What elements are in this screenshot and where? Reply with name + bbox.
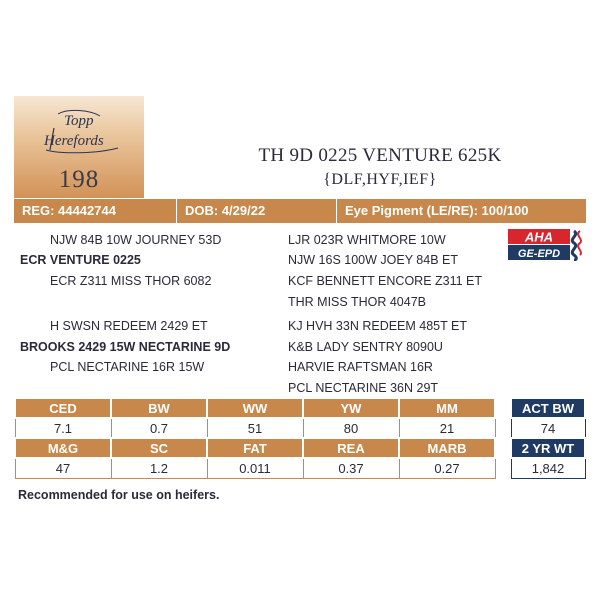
epd-header-fat: FAT (207, 438, 303, 458)
date-of-birth: DOB: 4/29/22 (176, 199, 336, 223)
dam-dam: PCL NECTARINE 16R 15W (50, 360, 205, 374)
yr2-wt-value: 1,842 (511, 458, 585, 478)
lot-number: 198 (58, 166, 100, 193)
epd-header-sc: SC (111, 438, 207, 458)
dam-dam-dam: PCL NECTARINE 36N 29T (288, 381, 439, 395)
epd-header-ced: CED (15, 398, 111, 418)
registration-number: REG: 44442744 (22, 203, 116, 218)
eye-pigment: Eye Pigment (LE/RE): 100/100 (336, 199, 586, 223)
svg-text:GE-EPD: GE-EPD (517, 248, 561, 260)
sire-sire-sire: LJR 023R WHITMORE 10W (288, 233, 446, 247)
epd-value-ced: 7.1 (15, 418, 111, 438)
svg-text:AHA: AHA (524, 229, 554, 245)
svg-text:Herefords: Herefords (44, 133, 104, 149)
genetic-tests: {DLF,HYF,IEF} (323, 171, 437, 188)
epd-value-mm: 21 (399, 418, 495, 438)
epd-header-bw: BW (111, 398, 207, 418)
sire-dam-sire: KCF BENNETT ENCORE Z311 ET (288, 274, 483, 288)
epd-value-bw: 0.7 (111, 418, 207, 438)
sire: ECR VENTURE 0225 (20, 253, 141, 267)
dam-sire-dam: K&B LADY SENTRY 8090U (288, 340, 443, 354)
bull-name: TH 9D 0225 VENTURE 625K (258, 145, 502, 166)
epd-header-mg: M&G (15, 438, 111, 458)
aha-ge-epd-logo (508, 229, 584, 261)
epd-value-mg: 47 (15, 458, 111, 478)
epd-header-row-1 (15, 398, 495, 418)
epd-value-ww: 51 (207, 418, 303, 438)
epd-value-yw: 80 (303, 418, 399, 438)
dam-sire: H SWSN REDEEM 2429 ET (50, 319, 208, 333)
topp-herefords-logo (40, 108, 122, 158)
dam-sire-sire: KJ HVH 33N REDEEM 485T ET (288, 319, 467, 333)
sire-sire: NJW 84B 10W JOURNEY 53D (50, 233, 222, 247)
epd-header-marb: MARB (399, 438, 495, 458)
sire-dam-dam: THR MISS THOR 4047B (288, 295, 427, 309)
yr2-wt-label: 2 YR WT (511, 438, 585, 458)
info-bar (14, 199, 586, 223)
actual-weights-table (510, 397, 586, 479)
dam: BROOKS 2429 15W NECTARINE 9D (20, 340, 231, 354)
act-bw-label: ACT BW (511, 398, 585, 418)
epd-value-fat: 0.011 (207, 458, 303, 478)
act-bw-value: 74 (511, 418, 585, 438)
logo-panel (14, 96, 144, 198)
epd-value-marb: 0.27 (399, 458, 495, 478)
sire-sire-dam: NJW 16S 100W JOEY 84B ET (288, 253, 458, 267)
epd-header-mm: MM (399, 398, 495, 418)
lot-card (0, 96, 600, 512)
epd-table (14, 397, 496, 479)
epd-value-rea: 0.37 (303, 458, 399, 478)
sire-dam: ECR Z311 MISS THOR 6082 (50, 274, 212, 288)
epd-header-rea: REA (303, 438, 399, 458)
dam-dam-sire: HARVIE RAFTSMAN 16R (288, 360, 433, 374)
epd-value-sc: 1.2 (111, 458, 207, 478)
epd-header-ww: WW (207, 398, 303, 418)
epd-header-yw: YW (303, 398, 399, 418)
recommendation: Recommended for use on heifers. (18, 488, 220, 502)
epd-value-row-2 (15, 458, 495, 478)
svg-text:Topp: Topp (64, 113, 94, 129)
epd-value-row-1 (15, 418, 495, 438)
epd-header-row-2 (15, 438, 495, 458)
